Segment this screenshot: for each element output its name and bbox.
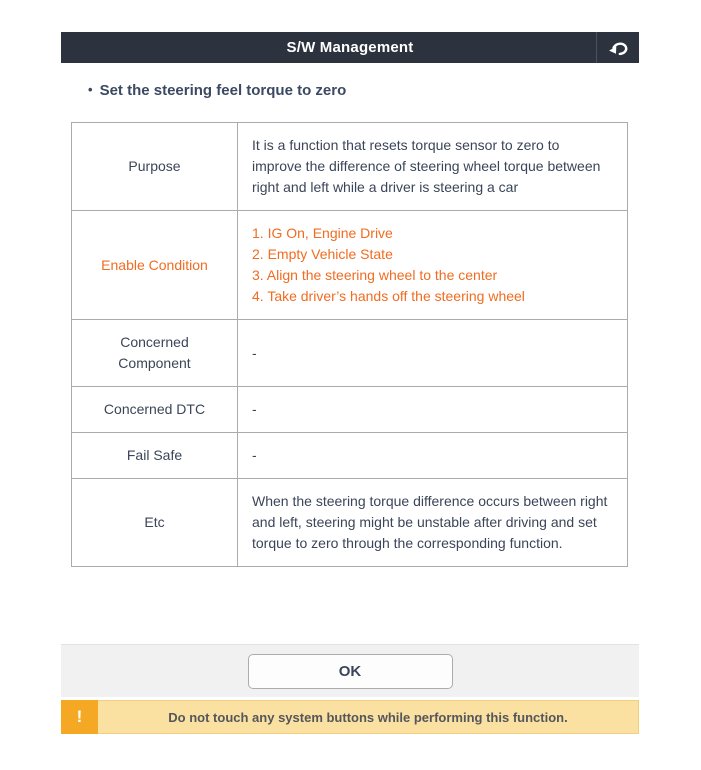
value-line: 3. Align the steering wheel to the center xyxy=(252,267,498,283)
info-table-body xyxy=(72,123,628,567)
header-right-section xyxy=(596,32,639,63)
row-label-cell: Concerned DTC xyxy=(72,387,238,433)
alert-exclamation-icon: ! xyxy=(61,700,98,734)
value-line: 1. IG On, Engine Drive xyxy=(252,225,393,241)
row-label-cell: Concerned Component xyxy=(72,320,238,387)
row-value-cell xyxy=(238,320,628,387)
header-bar xyxy=(61,32,639,63)
table-row xyxy=(72,320,628,387)
value-line: - xyxy=(252,447,257,463)
return-arrow-icon xyxy=(606,37,631,58)
info-table xyxy=(71,122,628,567)
bullet-dot: • xyxy=(88,82,93,97)
value-line: - xyxy=(252,401,257,417)
row-value-cell xyxy=(238,479,628,567)
value-line: When the steering torque difference occurs between right and left, steering might be unstable after driving and set torque to zero through the corresponding function. xyxy=(252,493,608,551)
warning-bar xyxy=(61,700,639,734)
row-value-cell xyxy=(238,211,628,320)
table-row xyxy=(72,123,628,211)
value-line: 2. Empty Vehicle State xyxy=(252,246,393,262)
row-label-cell: Fail Safe xyxy=(72,433,238,479)
value-line: - xyxy=(252,344,257,361)
row-label-cell: Purpose xyxy=(72,123,238,211)
footer-bar xyxy=(61,644,639,697)
function-title xyxy=(88,80,639,101)
back-button[interactable] xyxy=(597,32,639,63)
value-line: It is a function that resets torque sensor to zero to improve the difference of steering wheel torque between right and left while a driver is steering a car xyxy=(252,137,601,195)
ok-button[interactable]: OK xyxy=(248,654,453,689)
page-title: S/W Management xyxy=(286,39,414,56)
table-row xyxy=(72,211,628,320)
row-value-cell xyxy=(238,123,628,211)
row-label-cell: Etc xyxy=(72,479,238,567)
row-label-cell: Enable Condition xyxy=(72,211,238,320)
value-line: 4. Take driver’s hands off the steering wheel xyxy=(252,288,525,304)
row-value-cell xyxy=(238,433,628,479)
table-row xyxy=(72,479,628,567)
table-row xyxy=(72,387,628,433)
table-row xyxy=(72,433,628,479)
row-value-cell xyxy=(238,387,628,433)
function-title-text: Set the steering feel torque to zero xyxy=(99,82,347,99)
sw-management-screen xyxy=(61,32,639,734)
warning-text: Do not touch any system buttons while performing this function. xyxy=(98,700,639,734)
